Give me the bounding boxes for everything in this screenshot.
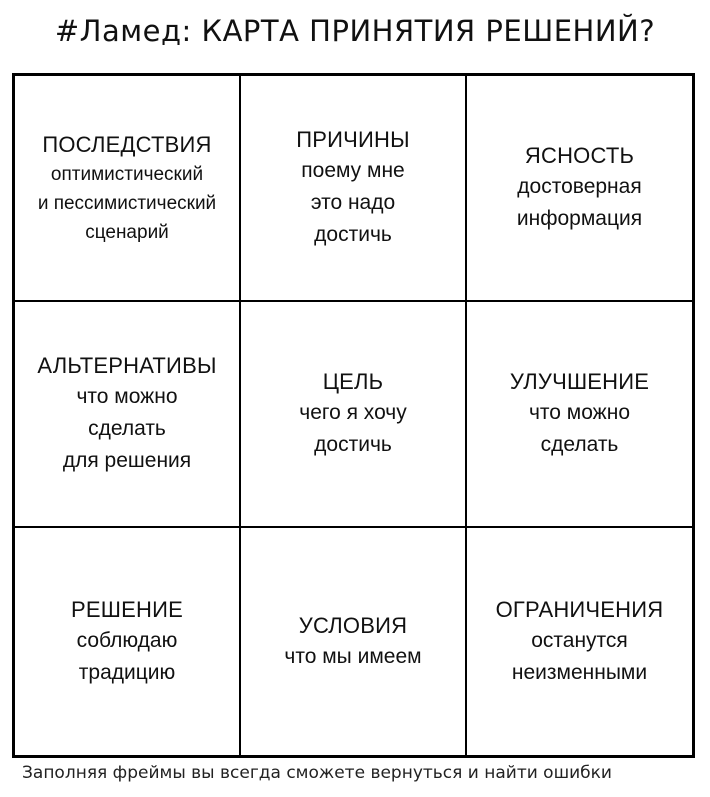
footer-note: Заполняя фреймы вы всегда сможете вернуться и найти ошибки — [22, 763, 612, 783]
cell-text: традицию — [78, 660, 176, 684]
cell-text: поему мне — [301, 159, 405, 182]
cell-text: сделать — [540, 433, 619, 456]
cell-goal — [241, 302, 467, 528]
cell-text: что мы имеем — [284, 644, 422, 668]
cell-text: сценарий — [85, 221, 169, 243]
cell-alternatives — [15, 302, 241, 528]
cell-conditions — [241, 528, 467, 755]
page-title: #Ламед: КАРТА ПРИНЯТИЯ РЕШЕНИЙ? — [54, 14, 656, 48]
cell-heading: УСЛОВИЯ — [298, 612, 408, 638]
cell-text: достичь — [314, 433, 392, 456]
cell-heading: ЯСНОСТЬ — [524, 143, 635, 168]
cell-heading: АЛЬТЕРНАТИВЫ — [37, 353, 217, 378]
cell-reasons — [241, 76, 467, 302]
cell-heading: ЦЕЛЬ — [322, 369, 384, 394]
cell-heading: ОГРАНИЧЕНИЯ — [495, 596, 664, 622]
cell-heading: ПОСЛЕДСТВИЯ — [42, 131, 212, 157]
cell-text: останутся — [531, 628, 628, 652]
decision-map-grid — [12, 73, 695, 758]
cell-clarity — [467, 76, 692, 302]
cell-decision — [15, 528, 241, 755]
cell-constraints — [467, 528, 692, 755]
cell-text: соблюдаю — [76, 628, 178, 652]
cell-text: достоверная — [517, 175, 642, 198]
cell-text: неизменными — [511, 660, 648, 684]
cell-text: достичь — [314, 223, 392, 246]
cell-text: для решения — [62, 449, 192, 472]
cell-text: что можно — [76, 385, 178, 408]
cell-text: что можно — [528, 401, 631, 424]
cell-heading: ПРИЧИНЫ — [296, 127, 410, 152]
cell-text: сделать — [88, 417, 166, 440]
cell-text: это надо — [310, 191, 396, 214]
cell-text: и пессимистический — [37, 192, 217, 214]
cell-heading: РЕШЕНИЕ — [71, 596, 183, 622]
cell-text: чего я хочу — [299, 401, 407, 424]
cell-improvement — [467, 302, 692, 528]
cell-heading: УЛУЧШЕНИЕ — [509, 369, 650, 394]
cell-text: информация — [516, 207, 643, 230]
cell-consequences — [15, 76, 241, 302]
cell-text: оптимистический — [50, 163, 204, 185]
